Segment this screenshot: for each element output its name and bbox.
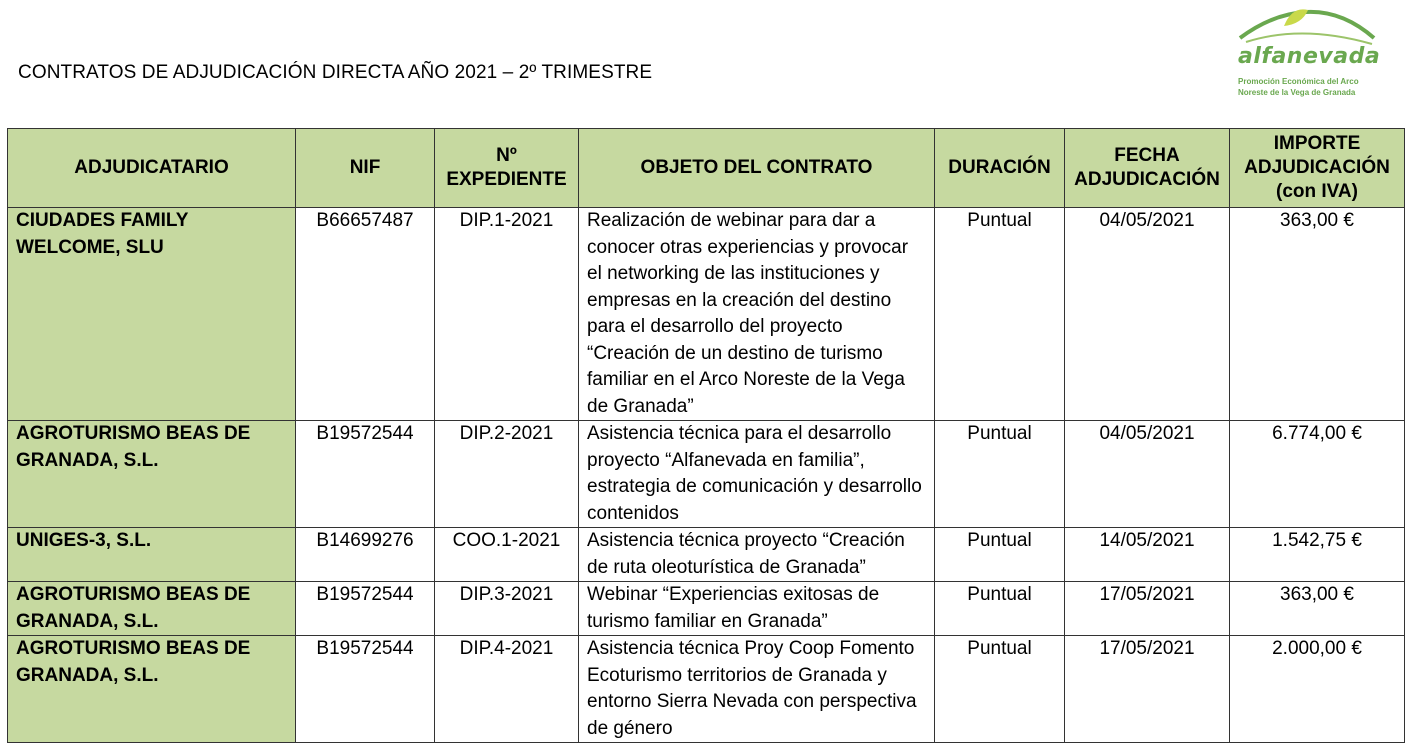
- header-objeto: OBJETO DEL CONTRATO: [579, 129, 935, 208]
- cell-duracion: Puntual: [935, 421, 1065, 528]
- header-duracion: DURACIÓN: [935, 129, 1065, 208]
- cell-expediente: DIP.2-2021: [435, 421, 579, 528]
- cell-fecha: 17/05/2021: [1065, 582, 1230, 636]
- cell-adjudicatario: AGROTURISMO BEAS DE GRANADA, S.L.: [8, 582, 296, 636]
- cell-duracion: Puntual: [935, 528, 1065, 582]
- cell-adjudicatario: CIUDADES FAMILY WELCOME, SLU: [8, 208, 296, 421]
- cell-importe: 6.774,00 €: [1230, 421, 1405, 528]
- cell-importe: 363,00 €: [1230, 582, 1405, 636]
- cell-objeto: Realización de webinar para dar a conocer otras experiencias y provocar el networking de las instituciones y empresas en la creación del destino para el desarrollo del proyecto “Creación de un destino de turismo familiar en el Arco Noreste de la Vega de Granada”: [579, 208, 935, 421]
- cell-objeto: Webinar “Experiencias exitosas de turismo familiar en Granada”: [579, 582, 935, 636]
- cell-nif: B19572544: [296, 421, 435, 528]
- logo-subtitle-line-2: Noreste de la Vega de Granada: [1238, 88, 1356, 97]
- cell-nif: B66657487: [296, 208, 435, 421]
- cell-adjudicatario: UNIGES-3, S.L.: [8, 528, 296, 582]
- header-fecha: FECHA ADJUDICACIÓN: [1065, 129, 1230, 208]
- cell-nif: B19572544: [296, 636, 435, 743]
- cell-expediente: DIP.1-2021: [435, 208, 579, 421]
- header-expediente: Nº EXPEDIENTE: [435, 129, 579, 208]
- cell-fecha: 14/05/2021: [1065, 528, 1230, 582]
- cell-adjudicatario: AGROTURISMO BEAS DE GRANADA, S.L.: [8, 421, 296, 528]
- cell-fecha: 04/05/2021: [1065, 208, 1230, 421]
- table-row: [8, 421, 1405, 528]
- table-row: [8, 208, 1405, 421]
- cell-importe: 2.000,00 €: [1230, 636, 1405, 743]
- cell-expediente: DIP.4-2021: [435, 636, 579, 743]
- cell-importe: 1.542,75 €: [1230, 528, 1405, 582]
- page-title: CONTRATOS DE ADJUDICACIÓN DIRECTA AÑO 2021 – 2º TRIMESTRE: [18, 62, 653, 83]
- cell-fecha: 17/05/2021: [1065, 636, 1230, 743]
- cell-duracion: Puntual: [935, 208, 1065, 421]
- cell-duracion: Puntual: [935, 636, 1065, 743]
- cell-objeto: Asistencia técnica Proy Coop Fomento Ecoturismo territorios de Granada y entorno Sierra Nevada con perspectiva de género: [579, 636, 935, 743]
- contracts-table: [7, 128, 1405, 743]
- table-header: [8, 129, 1405, 208]
- table-row: [8, 582, 1405, 636]
- cell-adjudicatario: AGROTURISMO BEAS DE GRANADA, S.L.: [8, 636, 296, 743]
- table-body: [8, 208, 1405, 743]
- table-row: [8, 528, 1405, 582]
- header-importe: IMPORTE ADJUDICACIÓN (con IVA): [1230, 129, 1405, 208]
- logo-subtitle: [1238, 76, 1359, 98]
- logo-subtitle-line-1: Promoción Económica del Arco: [1238, 77, 1359, 86]
- cell-nif: B19572544: [296, 582, 435, 636]
- logo-wordmark: alfanevada: [1238, 44, 1381, 69]
- cell-expediente: DIP.3-2021: [435, 582, 579, 636]
- cell-fecha: 04/05/2021: [1065, 421, 1230, 528]
- cell-expediente: COO.1-2021: [435, 528, 579, 582]
- cell-duracion: Puntual: [935, 582, 1065, 636]
- header-adjudicatario: ADJUDICATARIO: [8, 129, 296, 208]
- header-row: [8, 129, 1405, 208]
- header-nif: NIF: [296, 129, 435, 208]
- alfanevada-logo: [1232, 4, 1382, 104]
- cell-importe: 363,00 €: [1230, 208, 1405, 421]
- table-row: [8, 636, 1405, 743]
- cell-objeto: Asistencia técnica proyecto “Creación de ruta oleoturística de Granada”: [579, 528, 935, 582]
- cell-nif: B14699276: [296, 528, 435, 582]
- cell-objeto: Asistencia técnica para el desarrollo proyecto “Alfanevada en familia”, estrategia de comunicación y desarrollo contenidos: [579, 421, 935, 528]
